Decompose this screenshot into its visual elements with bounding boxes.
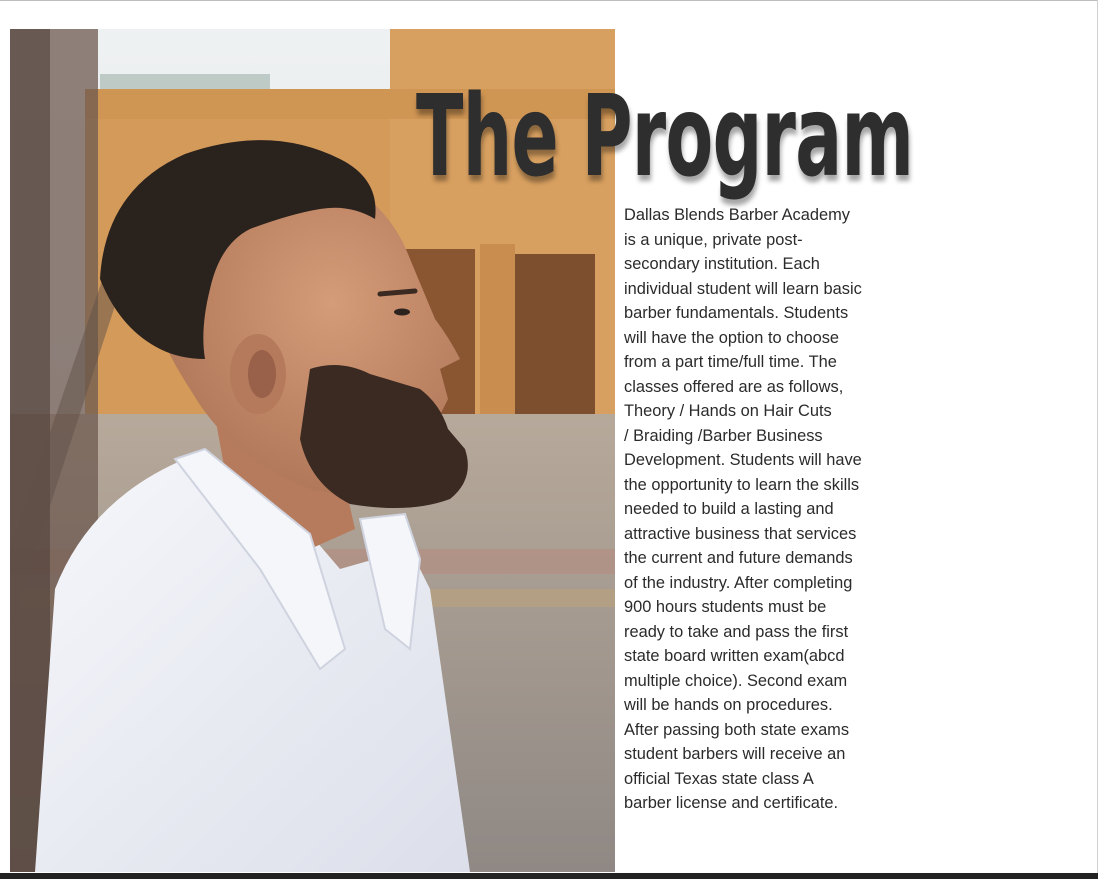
bottom-strip xyxy=(0,873,1098,879)
top-divider xyxy=(0,0,1098,1)
page-title: The Program xyxy=(416,72,914,202)
program-description: Dallas Blends Barber Academy is a unique, private post- secondary institution. Each individual student will learn basic barber fundamentals. Students will have the option to choose from a part time/full time. The classes offered are as follows, Theory / Hands on Hair Cuts / Braiding /Barber Business Development. Students will have the opportunity to learn the skills needed to build a lasting and attractive business that services the current and future demands of the industry. After completing 900 hours students must be ready to take and pass the first state board written exam(abcd multiple choice). Second exam will be hands on procedures. After passing both state exams student barbers will receive an official Texas state class A barber license and certificate. xyxy=(624,206,862,812)
